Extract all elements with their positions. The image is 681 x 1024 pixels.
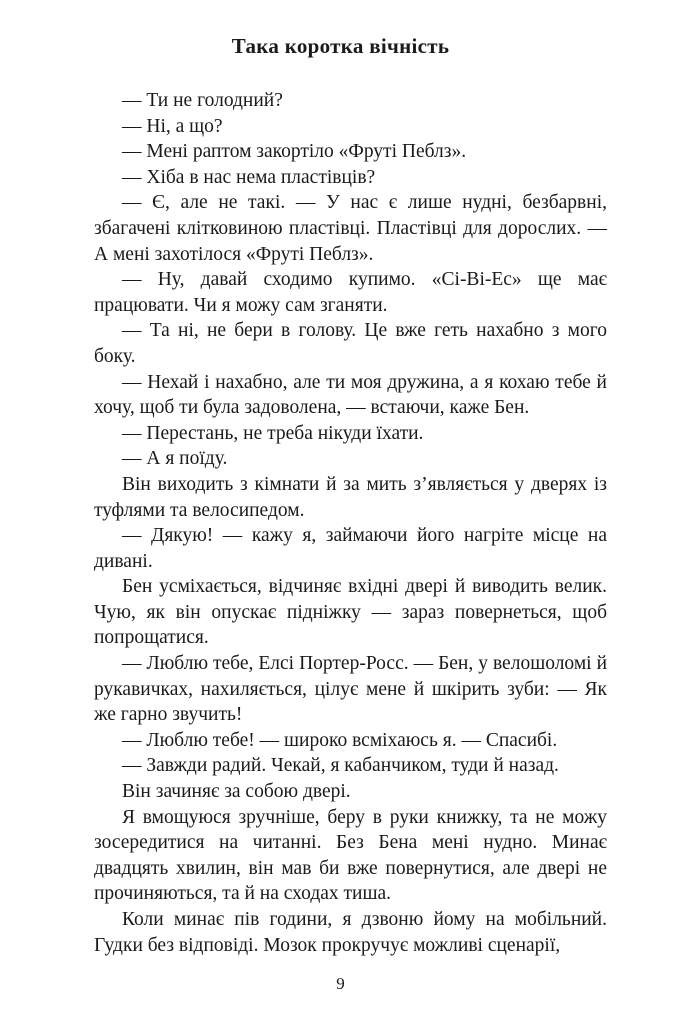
page-number: 9 xyxy=(336,974,345,993)
paragraph: Я вмощуюся зручніше, беру в руки книжку, та не можу зосередитися на читанні. Без Бена мені нудно. Минає двадцять хвилин, він мав би вже повернутися, але двері не прочиняються, та й на сходах тиша. xyxy=(94,806,607,905)
paragraph: — Дякую! — кажу я, займаючи його нагріте місце на дивані. xyxy=(94,525,607,572)
paragraph: — А я поїду. xyxy=(122,448,228,470)
paragraph: Коли минає пів години, я дзвоню йому на мобільний. Гудки без відповіді. Мозок прокручує можливі сценарії, xyxy=(94,909,607,956)
paragraph: — Люблю тебе, Елсі Портер-Росс. — Бен, у велошоломі й рукавичках, нахиляється, цілує мене й шкірить зуби: — Як же гарно звучить! xyxy=(94,653,607,726)
paragraph: — Є, але не такі. — У нас є лише нудні, безбарвні, збагачені клітковиною пластівці. Пластівці для дорослих. — А мені захотілося «Фруті Пеблз». xyxy=(94,192,607,265)
paragraph: — Завжди радий. Чекай, я кабанчиком, туди й назад. xyxy=(122,755,559,777)
paragraph: — Люблю тебе! — широко всміхаюсь я. — Спасибі. xyxy=(122,729,558,751)
paragraph: — Ну, давай сходимо купимо. «Сі-Ві-Ес» ще має працювати. Чи я можу сам зганяти. xyxy=(94,269,607,316)
paragraph: — Хіба в нас нема пластівців? xyxy=(122,166,376,188)
running-title: Така коротка вічність xyxy=(231,34,450,58)
paragraph: — Ти не голодний? xyxy=(122,90,283,111)
paragraph: Він зачиняє за собою двері. xyxy=(122,781,351,803)
paragraph: Бен усміхається, відчиняє вхідні двері й виводить велик. Чую, як він опускає підніжку — зараз повернеться, щоб попрощатися. xyxy=(94,576,607,649)
paragraph: — Та ні, не бери в голову. Це вже геть нахабно з мого боку. xyxy=(94,320,607,367)
page-text xyxy=(94,88,607,958)
paragraph: — Мені раптом закортіло «Фруті Пеблз». xyxy=(122,141,467,163)
paragraph: Він виходить з кімнати й за мить з’являється у дверях із туфлями та велосипедом. xyxy=(94,473,607,521)
paragraph: — Перестань, не треба нікуди їхати. xyxy=(122,422,424,444)
paragraph: — Ні, а що? xyxy=(122,115,223,137)
paragraph: — Нехай і нахабно, але ти моя дружина, а я кохаю тебе й хочу, щоб ти була задоволена, — встаючи, каже Бен. xyxy=(94,371,607,419)
